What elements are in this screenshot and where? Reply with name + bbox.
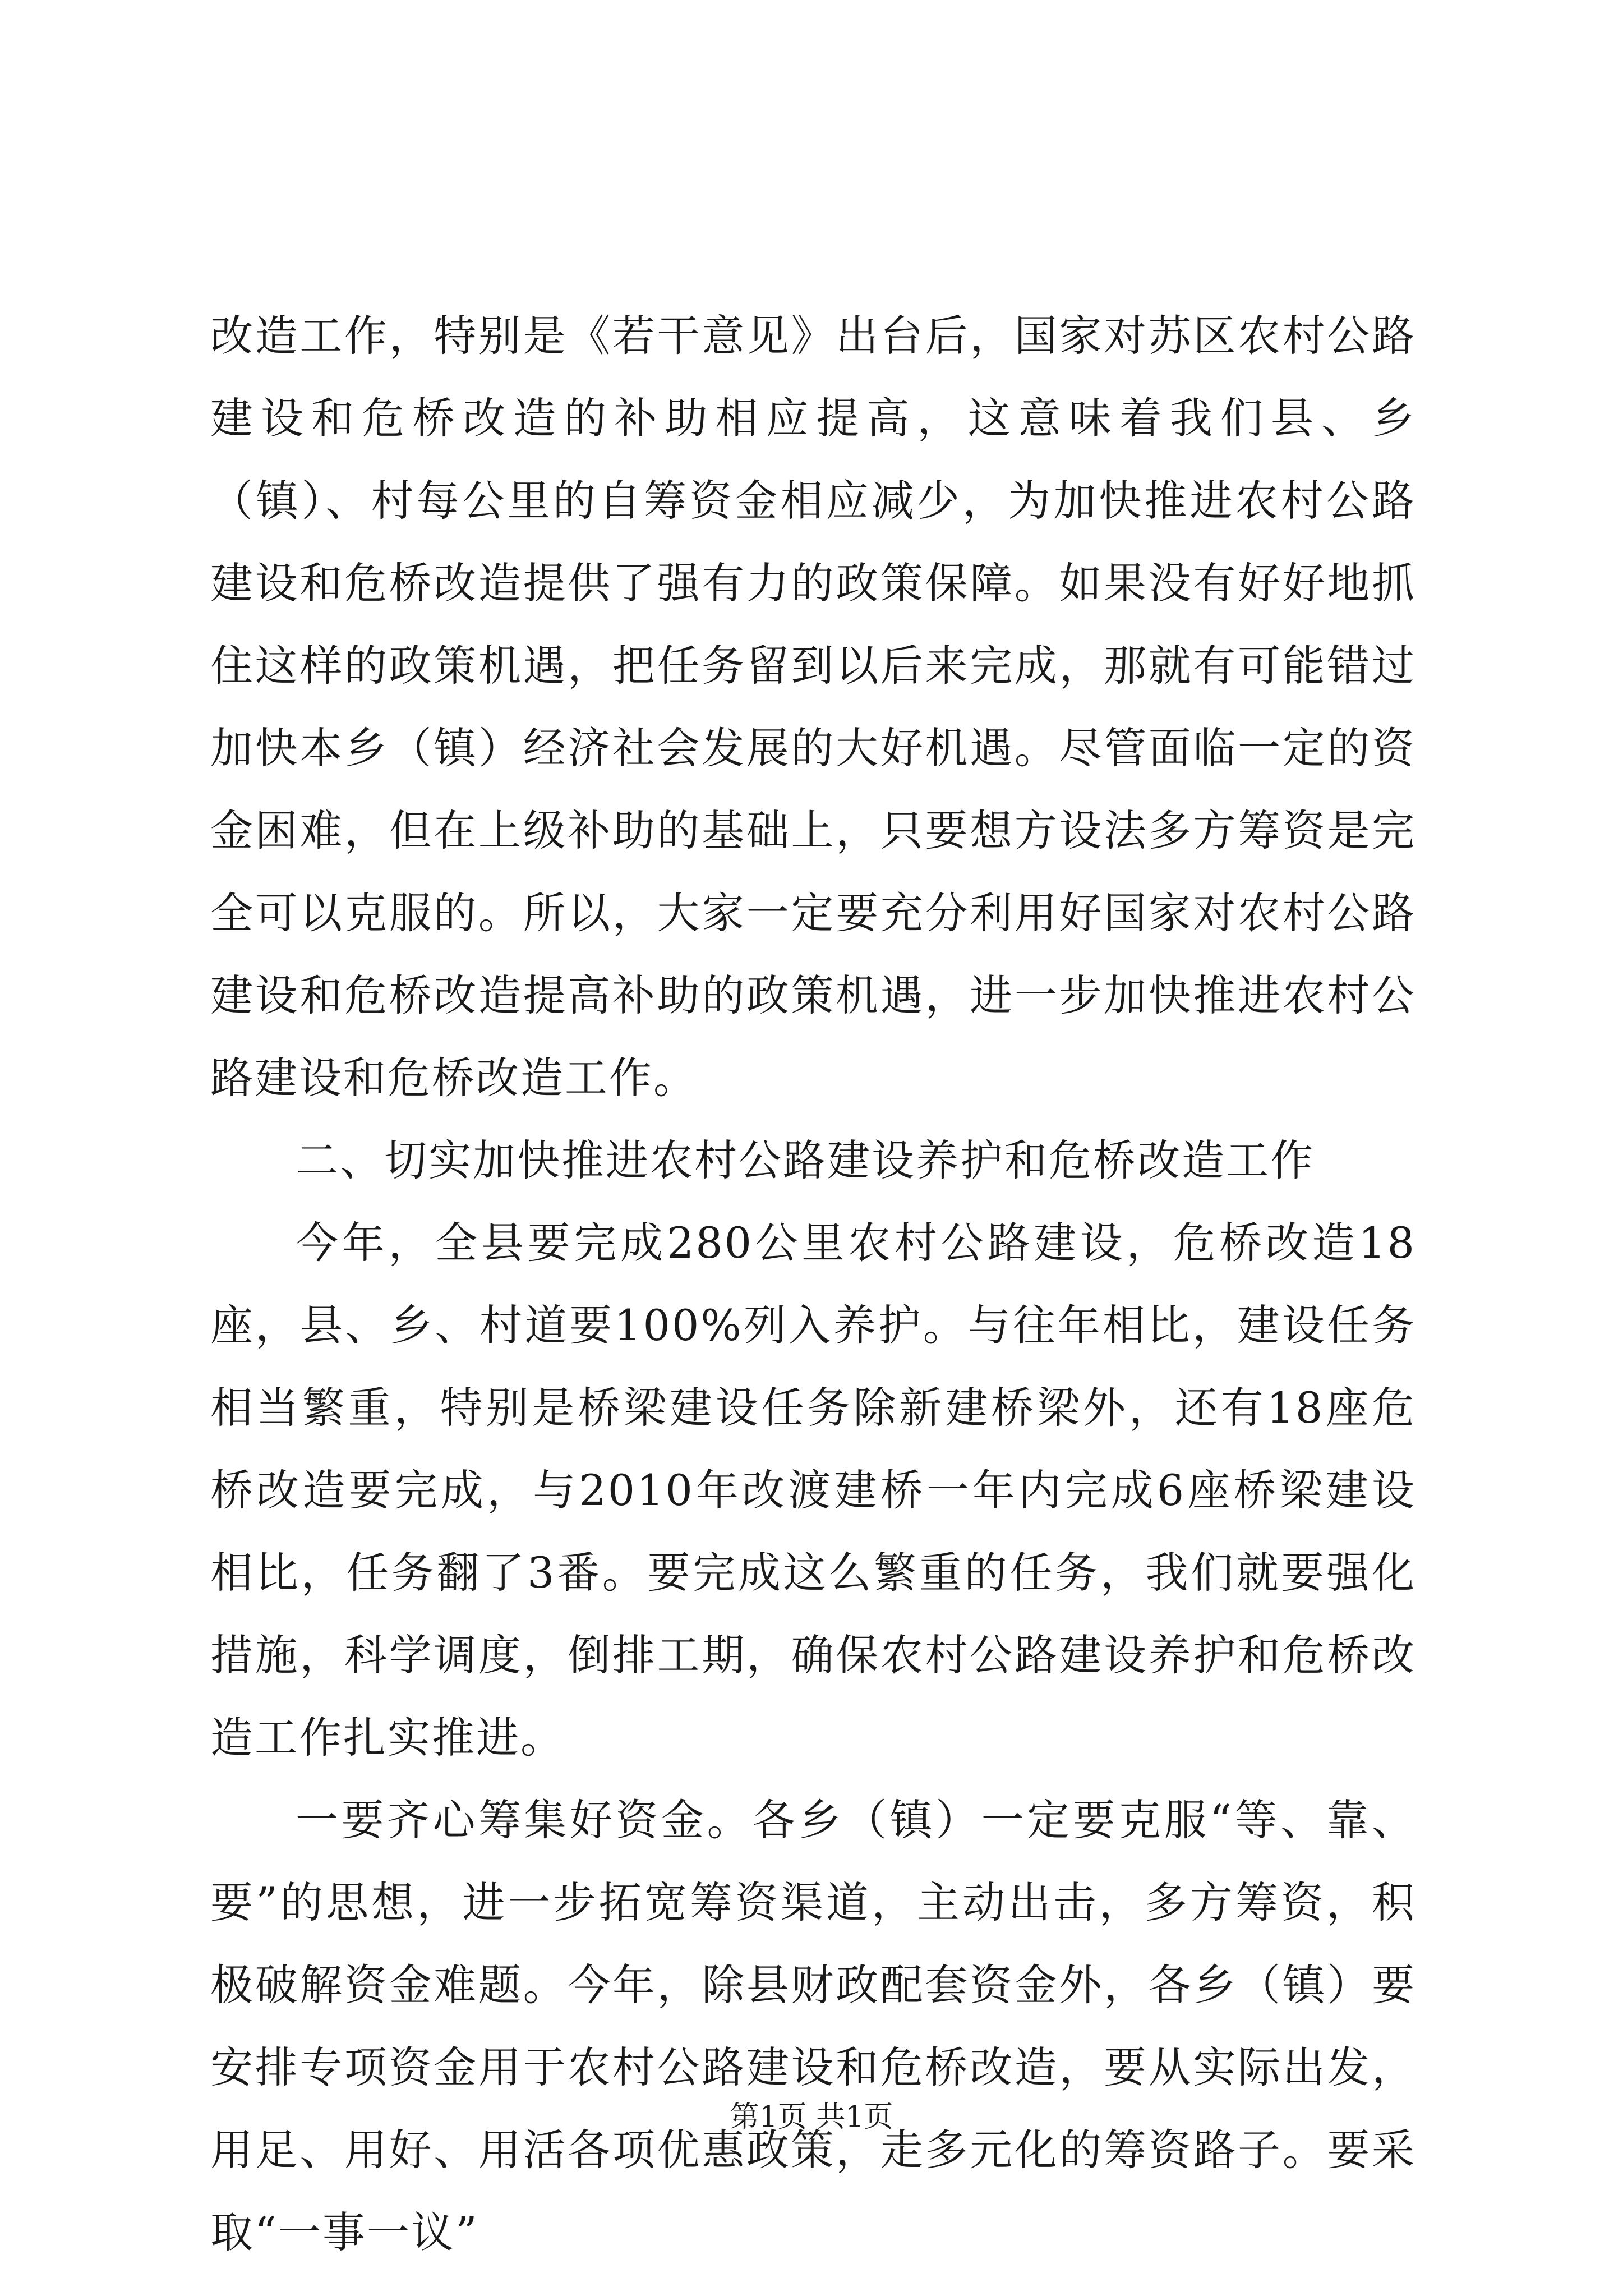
- paragraph-1: 改造工作，特别是《若干意见》出台后，国家对苏区农村公路建设和危桥改造的补助相应提高，这意味着我们县、乡（镇）、村每公里的自筹资金相应减少，为加快推进农村公路建设和危桥改造提供了强有力的政策保障。如果没有好好地抓住这样的政策机遇，把任务留到以后来完成，那就有可能错过加快本乡（镇）经济社会发展的大好机遇。尽管面临一定的资金困难，但在上级补助的基础上，只要想方设法多方筹资是完全可以克服的。所以，大家一定要充分利用好国家对农村公路建设和危桥改造提高补助的政策机遇，进一步加快推进农村公路建设和危桥改造工作。: [210, 311, 1416, 1103]
- document-body: [210, 295, 1416, 2274]
- paragraph-3: 今年，全县要完成280公里农村公路建设，危桥改造18座，县、乡、村道要100%列入养护。与往年相比，建设任务相当繁重，特别是桥梁建设任务除新建桥梁外，还有18座危桥改造要完成，与2010年改渡建桥一年内完成6座桥梁建设相比，任务翻了3番。要完成这么繁重的任务，我们就要强化措施，科学调度，倒排工期，确保农村公路建设养护和危桥改造工作扎实推进。: [210, 1218, 1416, 1763]
- paragraph-4: 一要齐心筹集好资金。各乡（镇）一定要克服“等、靠、要”的思想，进一步拓宽筹资渠道，主动出击，多方筹资，积极破解资金难题。今年，除县财政配套资金外，各乡（镇）要安排专项资金用于农村公路建设和危桥改造，要从实际出发，用足、用好、用活各项优惠政策，走多元化的筹资路子。要采取“一事一议”: [210, 1795, 1416, 2257]
- section-heading: 二、切实加快推进农村公路建设养护和危桥改造工作: [296, 1135, 1315, 1185]
- page-footer: 第1页 共1页: [730, 2100, 893, 2134]
